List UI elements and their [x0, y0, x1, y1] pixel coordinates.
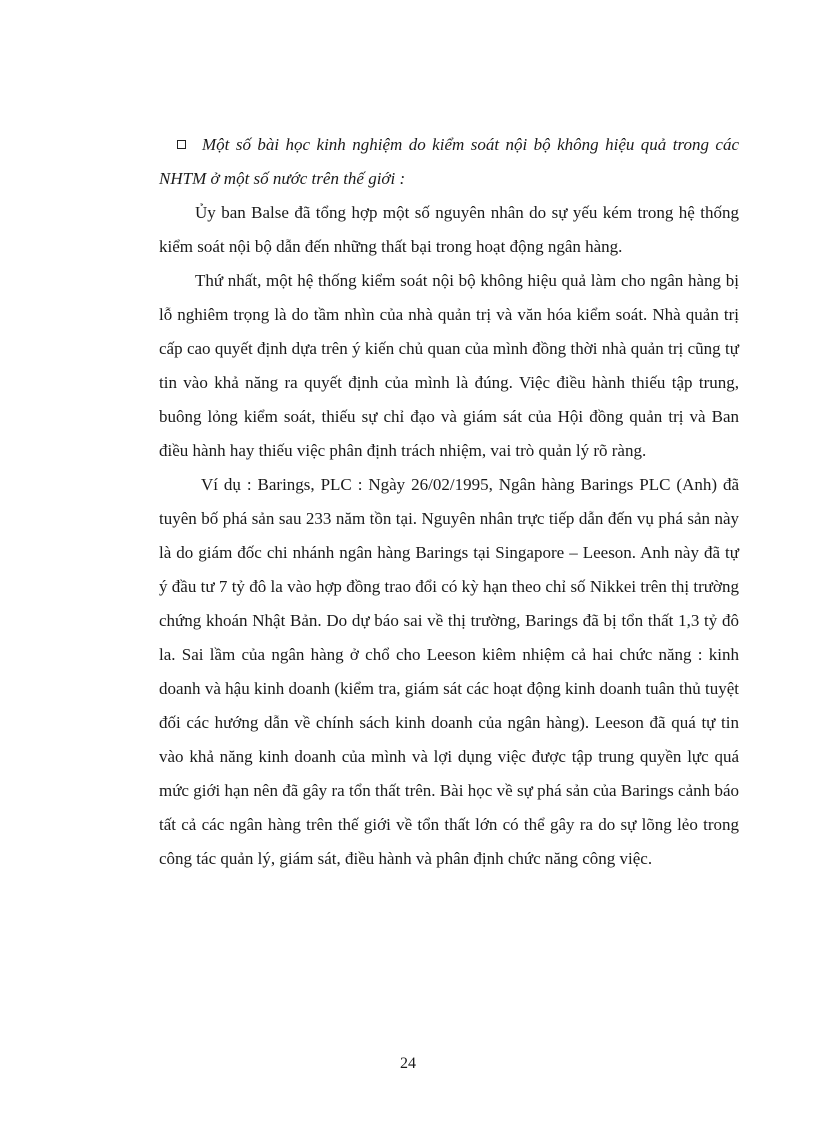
paragraph-barings-example: Ví dụ : Barings, PLC : Ngày 26/02/1995, Ngân hàng Barings PLC (Anh) đã tuyên bố phá sản sau 233 năm tồn tại. Nguyên nhân trực tiếp dẫn đến vụ phá sản này là do giám đốc chi nhánh ngân hàng Barings tại Singapore – Leeson. Anh này đã tự ý đầu tư 7 tỷ đô la vào hợp đồng trao đổi có kỳ hạn theo chỉ số Nikkei trên thị trường chứng khoán Nhật Bản. Do dự báo sai về thị trường, Barings đã bị tổn thất 1,3 tỷ đô la. Sai lầm của ngân hàng ở chổ cho Leeson kiêm nhiệm cả hai chức năng : kinh doanh và hậu kinh doanh (kiểm tra, giám sát các hoạt động kinh doanh tuân thủ tuyệt đối các hướng dẫn về chính sách kinh doanh của ngân hàng). Leeson đã quá tự tin vào khả năng kinh doanh của mình và lợi dụng việc được tập trung quyền lực quá mức giới hạn nên đã gây ra tổn thất trên. Bài học về sự phá sản của Barings cảnh báo tất cả các ngân hàng trên thế giới về tổn thất lớn có thể gây ra do sự lõng lẻo trong công tác quản lý, giám sát, điều hành và phân định chức năng công việc.: [159, 475, 739, 868]
paragraph-first-cause: Thứ nhất, một hệ thống kiểm soát nội bộ không hiệu quả làm cho ngân hàng bị lỗ nghiêm trọng là do tầm nhìn của nhà quản trị và văn hóa kiểm soát. Nhà quản trị cấp cao quyết định dựa trên ý kiến chủ quan của mình đồng thời nhà quản trị cũng tự tin vào khả năng ra quyết định của mình là đúng. Việc điều hành thiếu tập trung, buông lỏng kiểm soát, thiếu sự chỉ đạo và giám sát của Hội đồng quản trị và Ban điều hành hay thiếu việc phân định trách nhiệm, vai trò quản lý rõ ràng.: [159, 271, 739, 460]
section-heading-text: Một số bài học kinh nghiệm do kiểm soát nội bộ không hiệu quả trong các NHTM ở một số nước trên thế giới :: [159, 135, 739, 188]
page-number: 24: [400, 1055, 416, 1072]
hollow-square-bullet-icon: [177, 140, 186, 149]
section-heading: [159, 128, 739, 196]
paragraph-basel-summary: Ủy ban Balse đã tổng hợp một số nguyên nhân do sự yếu kém trong hệ thống kiểm soát nội bộ dẫn đến những thất bại trong hoạt động ngân hàng.: [159, 203, 739, 256]
page-body: [159, 128, 739, 876]
